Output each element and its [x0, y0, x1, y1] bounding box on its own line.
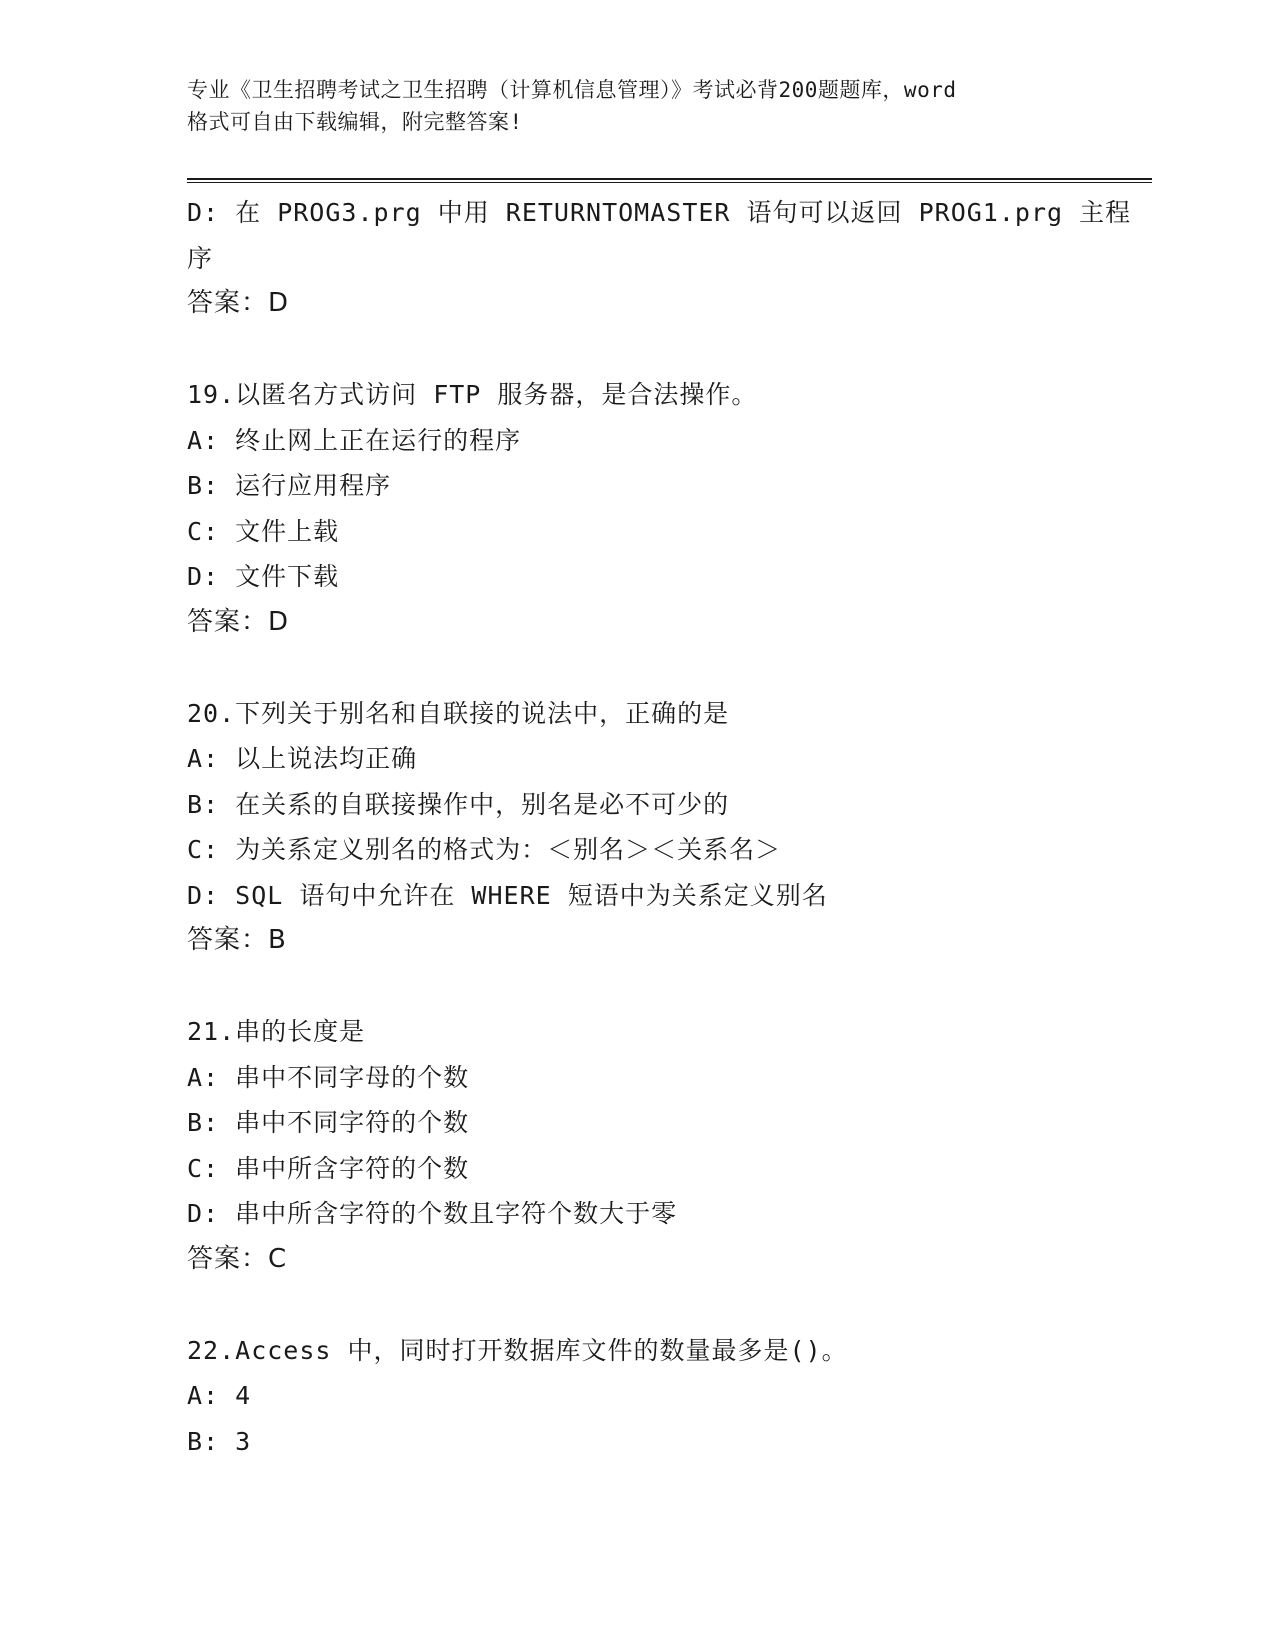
header-divider — [187, 178, 1152, 180]
question-text: 19.以匿名方式访问 FTP 服务器，是合法操作。 — [187, 380, 758, 409]
option-d-continued: 序 — [187, 243, 214, 273]
option-b: B: 串中不同字符的个数 — [187, 1108, 470, 1137]
question-content — [187, 190, 1132, 1464]
question-20 — [187, 691, 1087, 964]
answer: 答案：B — [187, 925, 287, 955]
option-d: D: SQL 语句中允许在 WHERE 短语中为关系定义别名 — [187, 880, 828, 910]
header-line-1: 专业《卫生招聘考试之卫生招聘（计算机信息管理）》考试必背200题题库，word — [187, 78, 957, 102]
question-22 — [187, 1328, 1087, 1465]
option-b: B: 运行应用程序 — [187, 471, 392, 500]
question-18 — [187, 190, 1132, 327]
option-c: C: 串中所含字符的个数 — [187, 1153, 470, 1183]
option-d: D: 文件下载 — [187, 562, 340, 591]
option-b: B: 在关系的自联接操作中，别名是必不可少的 — [187, 789, 730, 819]
option-b: B: 3 — [187, 1426, 252, 1456]
question-text: 21.串的长度是 — [187, 1017, 366, 1046]
question-text: 22.Access 中，同时打开数据库文件的数量最多是()。 — [187, 1335, 848, 1365]
spacer — [187, 1282, 1087, 1328]
spacer — [187, 645, 1087, 691]
answer: 答案：D — [187, 288, 290, 318]
answer: 答案：C — [187, 1243, 288, 1274]
header-line-2: 格式可自由下载编辑，附完整答案! — [187, 110, 523, 134]
option-c: C: 为关系定义别名的格式为：＜别名＞＜关系名＞ — [187, 835, 782, 864]
option-d: D: 在 PROG3.prg 中用 RETURNTOMASTER 语句可以返回 PROG1.prg 主程 — [187, 198, 1132, 227]
option-a: A: 以上说法均正确 — [187, 744, 418, 773]
spacer — [187, 327, 1087, 373]
option-a: A: 4 — [187, 1381, 252, 1410]
option-a: A: 终止网上正在运行的程序 — [187, 425, 522, 455]
option-a: A: 串中不同字母的个数 — [187, 1062, 470, 1092]
answer: 答案：D — [187, 606, 290, 637]
spacer — [187, 964, 1087, 1010]
option-d: D: 串中所含字符的个数且字符个数大于零 — [187, 1199, 678, 1228]
header-divider-thin — [187, 182, 1152, 183]
question-text: 20.下列关于别名和自联接的说法中，正确的是 — [187, 698, 730, 728]
document-header — [187, 74, 1107, 138]
question-21 — [187, 1009, 1087, 1282]
question-19 — [187, 372, 1087, 645]
option-c: C: 文件上载 — [187, 516, 340, 546]
